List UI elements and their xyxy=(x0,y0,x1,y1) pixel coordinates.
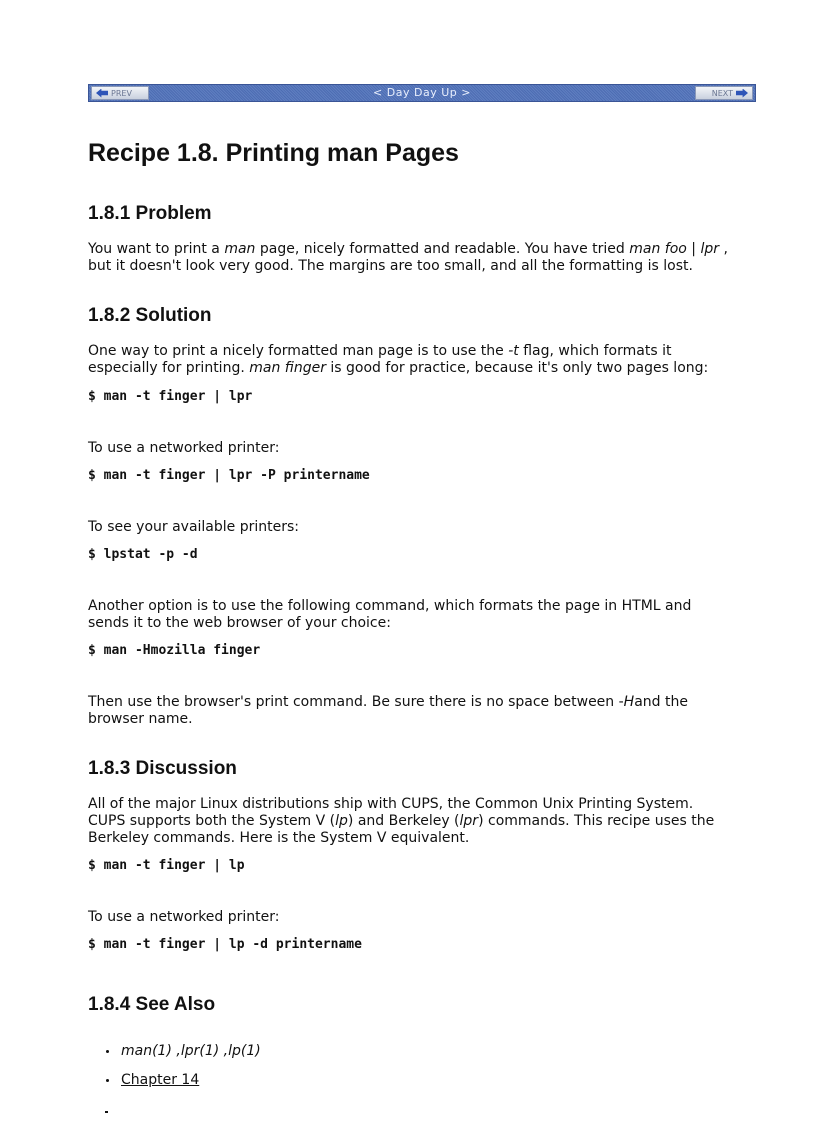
bullet-icon xyxy=(105,1111,108,1113)
discussion-paragraph-2: To use a networked printer: xyxy=(88,909,280,925)
solution-paragraph-2: To use a networked printer: xyxy=(88,440,280,456)
code-block-2: $ man -t finger | lpr -P printername xyxy=(88,468,370,483)
solution-heading: 1.8.2 Solution xyxy=(88,305,212,326)
discussion-heading: 1.8.3 Discussion xyxy=(88,758,237,779)
code-block-4: $ man -Hmozilla finger xyxy=(88,643,261,658)
navigation-bar xyxy=(88,84,756,102)
prev-label: PREV xyxy=(111,88,132,98)
solution-paragraph-5: Then use the browser's print command. Be sure there is no space between -Hand the browser name. xyxy=(88,694,688,727)
chapter-14-link[interactable]: Chapter 14 xyxy=(121,1072,200,1088)
discussion-paragraph-1: All of the major Linux distributions ship with CUPS, the Common Unix Printing System. CUPS supports both the System V (lp) and Berkeley (lpr) commands. This recipe uses the Berkeley commands. Here is the System V equivalent. xyxy=(88,796,715,846)
next-button[interactable] xyxy=(695,86,753,100)
code-block-3: $ lpstat -p -d xyxy=(88,547,198,562)
solution-paragraph-3: To see your available printers: xyxy=(88,519,300,535)
see-also-heading: 1.8.4 See Also xyxy=(88,994,216,1015)
problem-paragraph: You want to print a man page, nicely formatted and readable. You have tried man foo | lpr , but it doesn't look very good. The margins are too small, and all the formatting is lost. xyxy=(88,241,728,274)
man-page-refs: man(1) ,lpr(1) ,lp(1) xyxy=(121,1043,261,1059)
problem-heading: 1.8.1 Problem xyxy=(88,203,212,224)
prev-button[interactable] xyxy=(91,86,149,100)
solution-paragraph-4: Another option is to use the following command, which formats the page in HTML and sends it to the web browser of your choice: xyxy=(88,598,692,631)
nav-center-label[interactable]: < Day Day Up > xyxy=(373,86,471,99)
list-item xyxy=(88,1043,261,1060)
bullet-icon xyxy=(106,1079,109,1082)
page-title: Recipe 1.8. Printing man Pages xyxy=(88,139,459,167)
arrow-right-icon xyxy=(736,89,748,98)
next-label: NEXT xyxy=(711,88,733,98)
solution-paragraph-1: One way to print a nicely formatted man page is to use the -t flag, which formats it especially for printing. man finger is good for practice, because it's only two pages long: xyxy=(88,343,709,376)
bullet-icon xyxy=(106,1050,109,1053)
code-block-5: $ man -t finger | lp xyxy=(88,858,245,873)
code-block-1: $ man -t finger | lpr xyxy=(88,389,253,404)
list-item xyxy=(88,1072,261,1089)
arrow-left-icon xyxy=(96,89,108,98)
see-also-list xyxy=(88,1043,261,1101)
code-block-6: $ man -t finger | lp -d printername xyxy=(88,937,362,952)
